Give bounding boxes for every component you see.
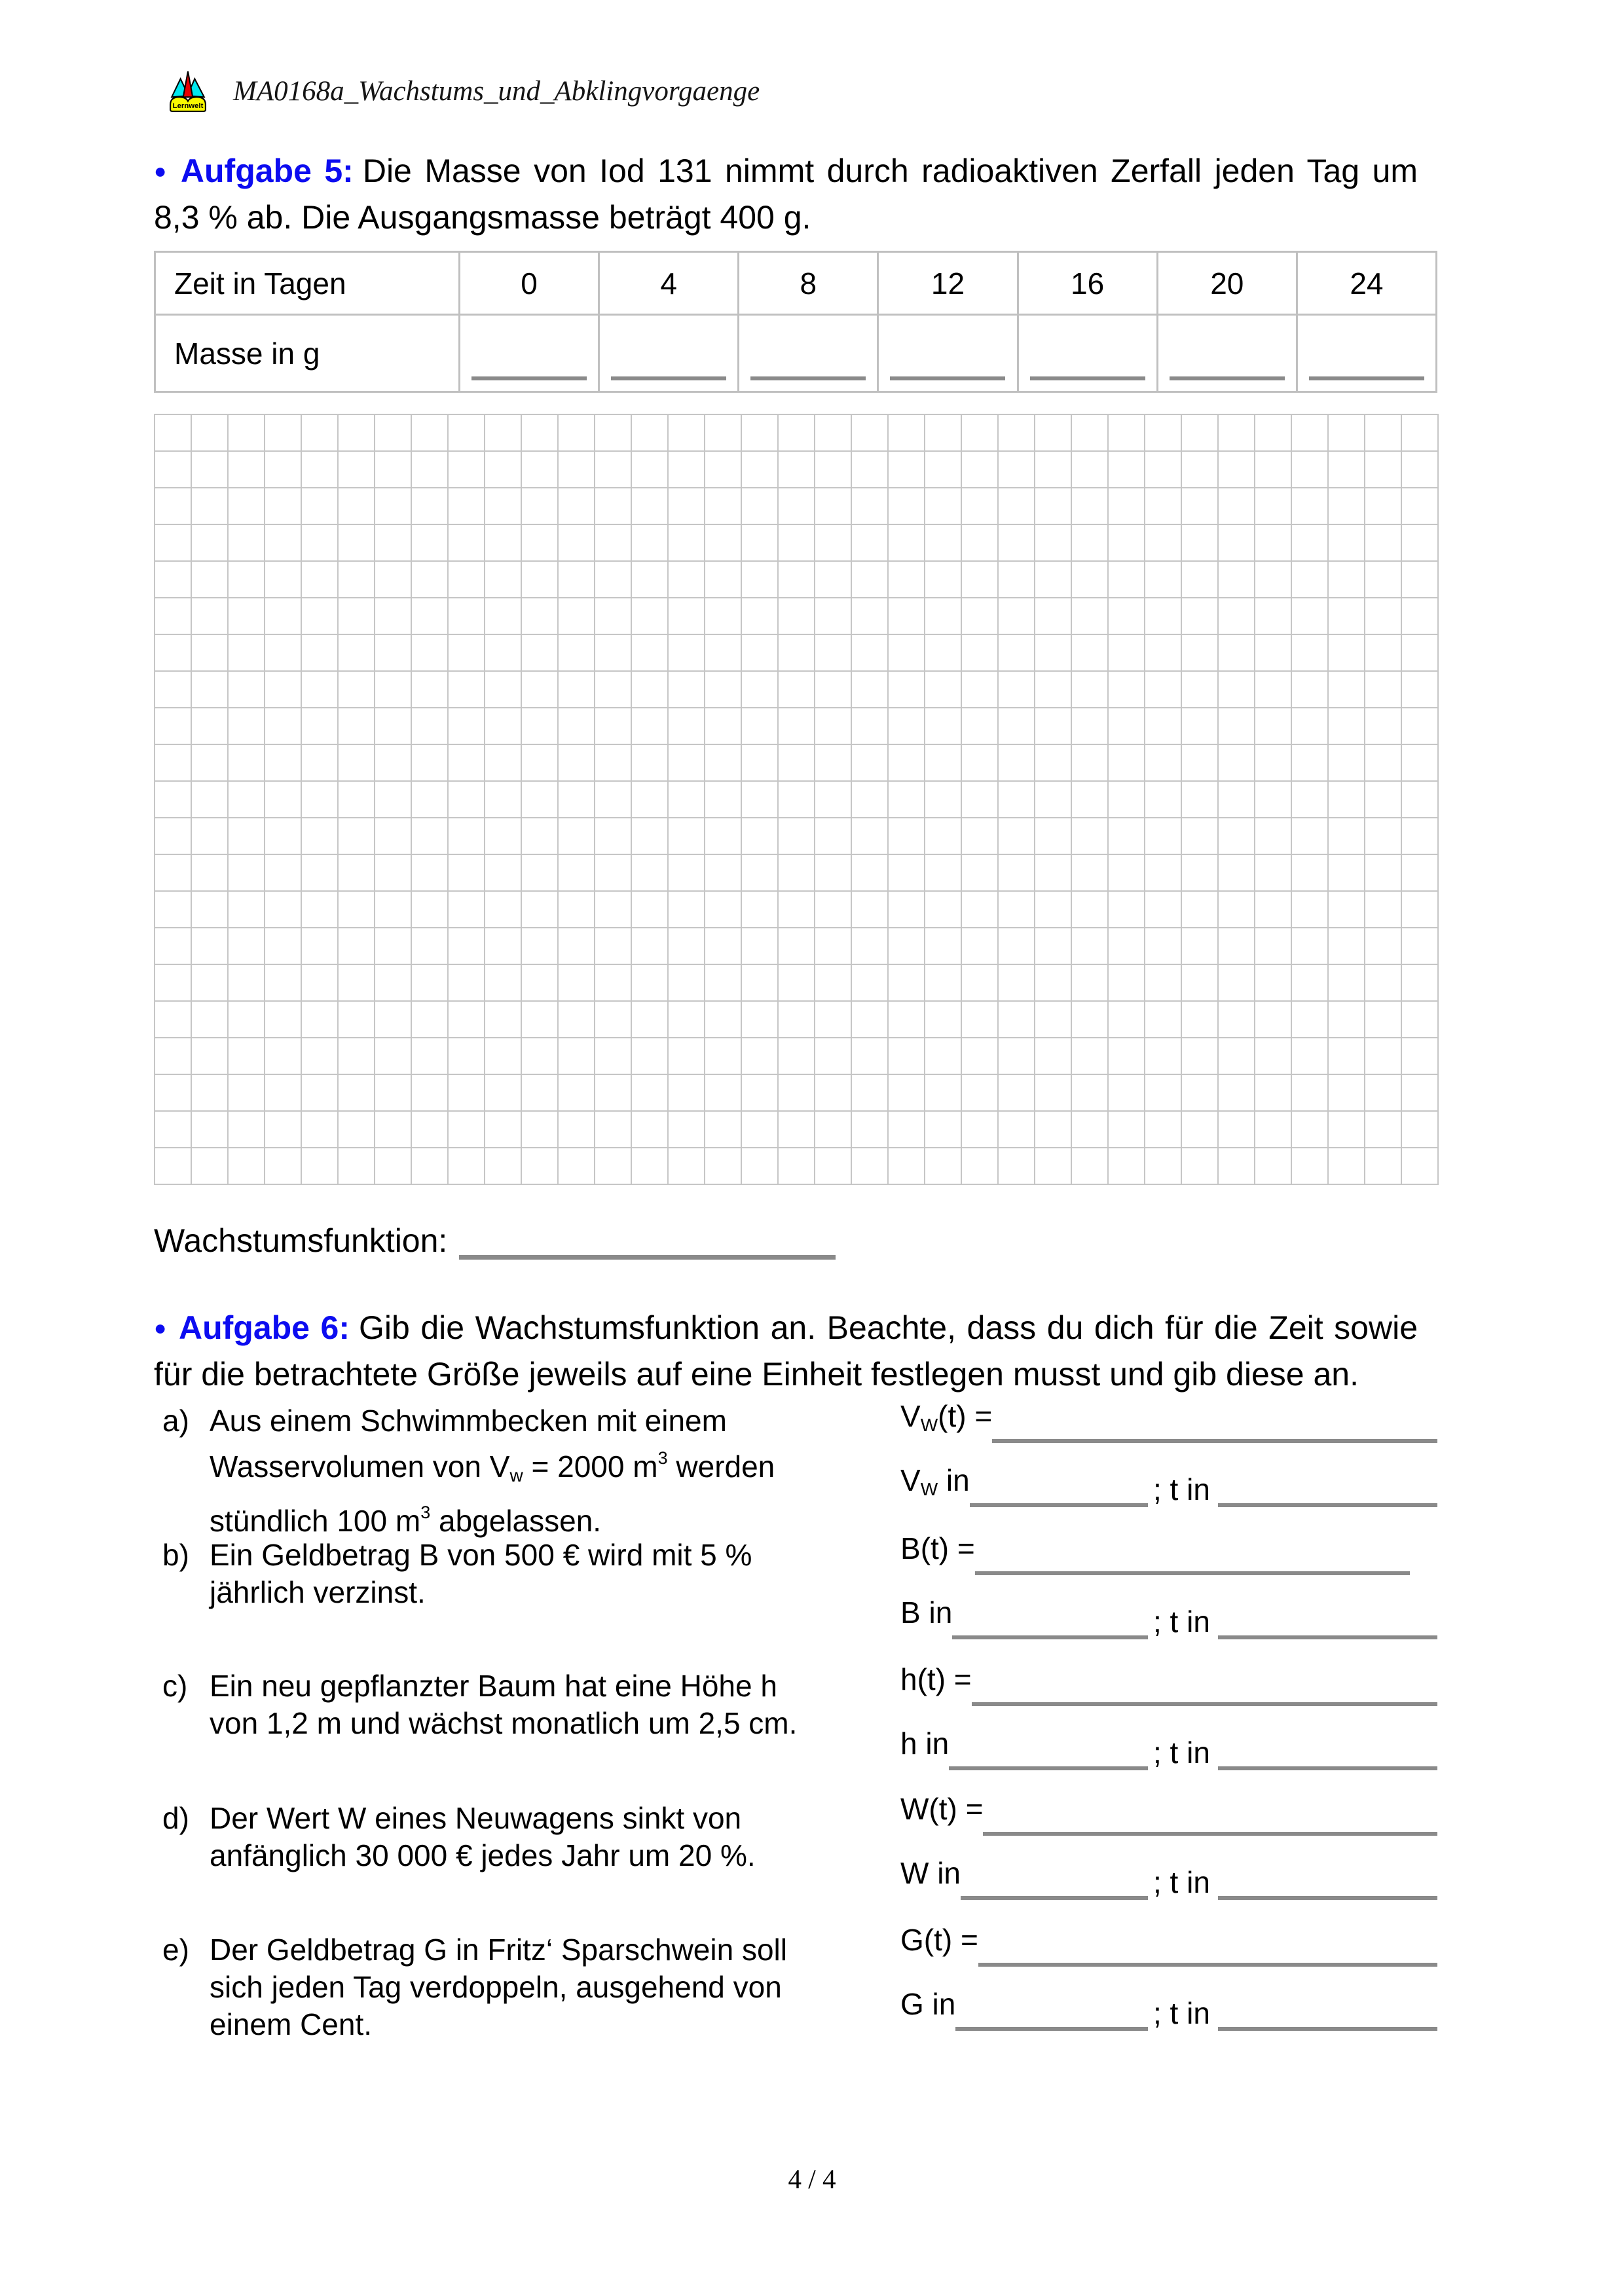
lernwelt-logo-icon	[168, 69, 208, 113]
time-cell: 16	[1017, 253, 1156, 314]
formula-label: $V_W(t)$ =	[900, 1399, 993, 1435]
text-part: 3	[420, 1503, 431, 1522]
page-number: 4 / 4	[788, 2164, 836, 2194]
time-cell: 20	[1156, 253, 1296, 314]
unit-blank	[955, 2024, 1148, 2031]
answer-blank	[1309, 376, 1424, 380]
task5-paragraph	[154, 148, 1418, 241]
time-cell: 24	[1296, 253, 1435, 314]
formula-group-b	[900, 1531, 1437, 1639]
text-part: Ein Geldbetrag B von 500 € wird mit 5 % jährlich verzinst.	[210, 1538, 752, 1609]
task6-label: Aufgabe 6:	[178, 1309, 350, 1346]
formula-label: B(t) =	[900, 1531, 975, 1565]
unit-label: $V_W$ in	[900, 1463, 970, 1499]
unit-label: h in	[900, 1726, 950, 1760]
answer-blank	[890, 376, 1005, 380]
header	[168, 65, 760, 117]
text-part: Aus einem Schwimmbecken mit einem Wasservolumen von V	[210, 1404, 727, 1484]
time-cell: 8	[737, 253, 877, 314]
task-item-a	[162, 1402, 814, 1540]
formula-group-a	[900, 1399, 1437, 1507]
text-part: Der Wert W eines Neuwagens sinkt von anfänglich 30 000 € jedes Jahr um 20 %.	[210, 1801, 756, 1872]
answer-blank	[1030, 376, 1145, 380]
item-label: c)	[162, 1669, 188, 1703]
item-text	[210, 1667, 812, 1742]
unit-blank	[1218, 2024, 1437, 2031]
unit-blank	[1218, 1633, 1437, 1639]
graph-paper-grid	[154, 414, 1439, 1185]
mass-cell	[1156, 316, 1296, 391]
t-in-label: ; t in	[1153, 1736, 1210, 1770]
mass-cell	[458, 316, 598, 391]
unit-blank	[952, 1633, 1148, 1639]
formula-label: G(t) =	[900, 1923, 978, 1957]
formula-line	[900, 1531, 1437, 1575]
time-cell: 12	[877, 253, 1016, 314]
growth-function-row	[154, 1222, 836, 1260]
unit-label: G in	[900, 1987, 956, 2021]
text-part: abgelassen.	[430, 1504, 602, 1538]
time-cell: 0	[458, 253, 598, 314]
item-label: d)	[162, 1801, 189, 1835]
bullet-icon: ●	[154, 1316, 168, 1339]
formula-blank	[983, 1829, 1437, 1836]
answer-blank	[750, 376, 866, 380]
task6-paragraph	[154, 1305, 1418, 1398]
formula-blank	[992, 1436, 1437, 1443]
text-part: werden stündlich 100 m	[210, 1449, 775, 1538]
unit-line	[900, 1856, 1437, 1900]
task5-label: Aufgabe 5:	[180, 153, 354, 189]
unit-label: B in	[900, 1595, 953, 1630]
item-text	[210, 1800, 812, 1874]
formula-blank	[978, 1960, 1437, 1967]
row-header-cell: Masse in g	[174, 336, 320, 371]
item-label: a)	[162, 1404, 189, 1438]
item-text	[210, 1537, 812, 1611]
formula-group-e	[900, 1923, 1437, 2031]
item-text	[210, 1402, 812, 1540]
unit-blank	[1218, 1893, 1437, 1900]
logo-text: Lernwelt	[172, 101, 204, 110]
document-title: MA0168a_Wachstums_und_Abklingvorgaenge	[233, 75, 760, 107]
answer-blank	[611, 376, 726, 380]
values-table	[154, 251, 1437, 393]
unit-line	[900, 1726, 1437, 1770]
text-part: Der Geldbetrag G in Fritz‘ Sparschwein soll sich jeden Tag verdoppeln, ausgehend von einem Cent.	[210, 1933, 787, 2041]
task-item-b	[162, 1537, 814, 1611]
unit-blank	[949, 1764, 1148, 1770]
item-label: b)	[162, 1538, 189, 1572]
task-item-d	[162, 1800, 814, 1874]
mass-cell	[1017, 316, 1156, 391]
mass-cell	[598, 316, 737, 391]
formula-label: h(t) =	[900, 1662, 972, 1696]
formula-blank	[975, 1569, 1410, 1575]
formula-group-c	[900, 1662, 1437, 1770]
task6-text: Gib die Wachstumsfunktion an. Beachte, dass du dich für die Zeit sowie für die betrachtete Größe jeweils auf eine Einheit festlegen musst und gib diese an.	[154, 1309, 1418, 1393]
formula-line	[900, 1662, 1437, 1706]
formula-group-d	[900, 1792, 1437, 1900]
formula-blank	[972, 1700, 1437, 1706]
task-item-e	[162, 1931, 814, 2043]
unit-blank	[961, 1893, 1148, 1900]
formula-line	[900, 1792, 1437, 1836]
growth-function-label: Wachstumsfunktion:	[154, 1222, 448, 1259]
task-item-c	[162, 1667, 814, 1742]
t-in-label: ; t in	[1153, 1605, 1210, 1639]
text-part: = 2000 m	[523, 1449, 658, 1484]
unit-line	[900, 1987, 1437, 2031]
growth-function-blank	[459, 1253, 836, 1260]
formula-line	[900, 1399, 1437, 1443]
mass-cell	[877, 316, 1016, 391]
table-row-mass	[156, 314, 1435, 391]
answer-blank	[471, 376, 587, 380]
text-part: Ein neu gepflanzter Baum hat eine Höhe h von 1,2 m und wächst monatlich um 2,5 cm.	[210, 1669, 798, 1740]
text-part: 3	[657, 1448, 668, 1468]
unit-blank	[1218, 1501, 1437, 1507]
item-label: e)	[162, 1933, 189, 1967]
t-in-label: ; t in	[1153, 1996, 1210, 2030]
t-in-label: ; t in	[1153, 1472, 1210, 1506]
formula-line	[900, 1923, 1437, 1967]
table-row-time	[156, 253, 1435, 314]
mass-cell	[737, 316, 877, 391]
unit-line	[900, 1595, 1437, 1639]
task5-text: Die Masse von Iod 131 nimmt durch radioaktiven Zerfall jeden Tag um 8,3 % ab. Die Ausgangsmasse beträgt 400 g.	[154, 153, 1418, 236]
unit-label: W in	[900, 1856, 961, 1890]
item-text	[210, 1931, 812, 2043]
answer-blank	[1170, 376, 1285, 380]
formula-label: W(t) =	[900, 1792, 984, 1826]
row-header-cell: Zeit in Tagen	[174, 266, 346, 301]
unit-blank	[970, 1501, 1148, 1507]
unit-line	[900, 1463, 1437, 1507]
bullet-icon: ●	[154, 159, 170, 183]
unit-blank	[1218, 1764, 1437, 1770]
text-part: w	[509, 1465, 523, 1485]
t-in-label: ; t in	[1153, 1865, 1210, 1899]
mass-cell	[1296, 316, 1435, 391]
time-cell: 4	[598, 253, 737, 314]
